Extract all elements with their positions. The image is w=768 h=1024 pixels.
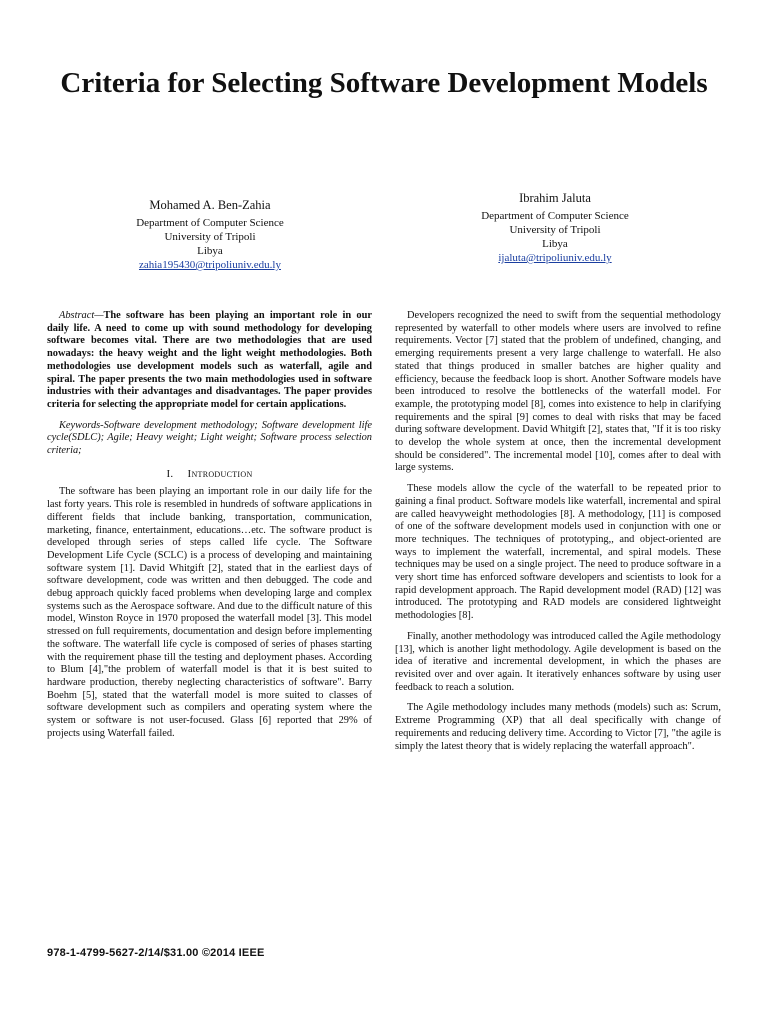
section-number: I.	[166, 467, 174, 480]
author-university: University of Tripoli	[509, 224, 601, 236]
author-department: Department of Computer Science	[481, 210, 629, 222]
author-name: Ibrahim Jaluta	[519, 191, 591, 205]
section-heading	[47, 468, 372, 481]
author-email-link[interactable]: ijaluta@tripoliuniv.edu.ly	[498, 252, 612, 264]
abstract-lead: Abstract—	[59, 310, 104, 321]
paper-title: Criteria for Selecting Software Development Models	[60, 67, 708, 99]
author-name: Mohamed A. Ben-Zahia	[149, 198, 271, 212]
copyright-footer: 978-1-4799-5627-2/14/$31.00 ©2014 IEEE	[47, 947, 265, 959]
author-block-1	[95, 197, 325, 272]
author-block-2	[440, 190, 670, 265]
body-paragraph-3: These models allow the cycle of the waterfall to be repeated prior to gaining a final product. Software models like waterfall, incremental and spiral are called heavyweight methodologies [8]. A methodology, [11] is composed of one of the software development models used in conjunction with one or more techniques. The techniques of prototyping,, and object-oriented are ways to implement the waterfall, incremental, and spiral models. These techniques may be used on a single project. The need to produce software in a very short time has enforced software developers and scientists to look for a rapid development approach. The Rapid development model (RAD) [12] was introduced. The prototyping and RAD models are considered lightweight methodologies [8].	[395, 483, 721, 622]
keywords: Keywords-Software development methodology; Software development life cycle(SDLC); Agile; Heavy weight; Light weight; Software process selection criteria;	[47, 419, 372, 457]
author-department: Department of Computer Science	[136, 217, 284, 229]
author-country: Libya	[197, 245, 223, 257]
abstract-text: The software has been playing an important role in our daily life. A need to come up with sound methodology for developing software becomes vital. There are two methodologies that are used nowadays: the heavy weight and the light weight methodologies. Both methodologies use development models such as waterfall, agile and spiral. The paper presents the two main methodologies used in software industries with their advantages and disadvantages. The paper provides criteria for selecting the appropriate model for certain applications.	[47, 310, 372, 410]
author-university: University of Tripoli	[164, 231, 256, 243]
right-column	[395, 310, 721, 761]
abstract	[47, 310, 372, 412]
body-paragraph-4: Finally, another methodology was introduced called the Agile methodology [13], which is another light methodology. Agile development is based on the idea of iterative and incremental development, in which the phases are revisited over and over again. It iteratively enhances software by using user feedback to reach a solution.	[395, 630, 721, 693]
author-country: Libya	[542, 238, 568, 250]
body-paragraph-1: The software has been playing an important role in our daily life for the last forty years. This role is resembled in hundreds of software applications in different fields that include banking, transportation, communication, marketing, finance, entertainment, educations…etc. The software product is developed through series of steps called life cycle. The Software Development Life Cycle (SCLC) is a process of developing and maintaining software system [1]. David Whitgift [2], stated that in the earliest days of software development, code was written and then debugged. The code and debug approach quickly faced problems when developing large and complex systems such as the Aerospace software. And due to the difficult nature of this model, Winston Royce in 1970 proposed the waterfall model [3]. This model stressed on full requirements, documentation and design before implementing the software. The waterfall life cycle is composed of series of phases starting with the requirement phase till the testing and deployment phases. According to Blum [4],"the problem of waterfall model is that it is best suited to hardware production, thereby neglecting characteristics of software". Barry Boehm [5], stated that the waterfall model is more suited to classes of software development such as compilers and operating system where the system or software is not user-focused. Glass [6] reported that 29% of projects using Waterfall failed.	[47, 486, 372, 739]
body-paragraph-5: The Agile methodology includes many methods (models) such as: Scrum, Extreme Programming (XP) that all deal specifically with change of requirements and reducing delivery time. According to Victor [7], "the agile is simply the latest theory that is widely replacing the waterfall approach".	[395, 702, 721, 752]
body-paragraph-2: Developers recognized the need to swift from the sequential methodology represented by waterfall to other models where users are involved to refine requirements. Vector [7] stated that the problem of undefined, changing, and emerging requirements present a very large challenge to waterfall. He also stated that things produced in smaller batches are higher quality and efficiency, because the feedback loop is short. Another Software models have been introduced to resolve the bottlenecks of the waterfall model. For example, the prototyping model [8], comes into existence to help in clarifying requirements and the spiral [9] comes to deal with risks that may be faced during software development. David Whitgift [2], states that, "If it is too risky to develop the whole system at once, then the incremental development should be considered". The incremental model [10], comes after to deal with large systems.	[395, 310, 721, 474]
left-column	[47, 310, 372, 749]
section-title: Introduction	[187, 467, 253, 480]
author-email-link[interactable]: zahia195430@tripoliuniv.edu.ly	[138, 259, 281, 271]
